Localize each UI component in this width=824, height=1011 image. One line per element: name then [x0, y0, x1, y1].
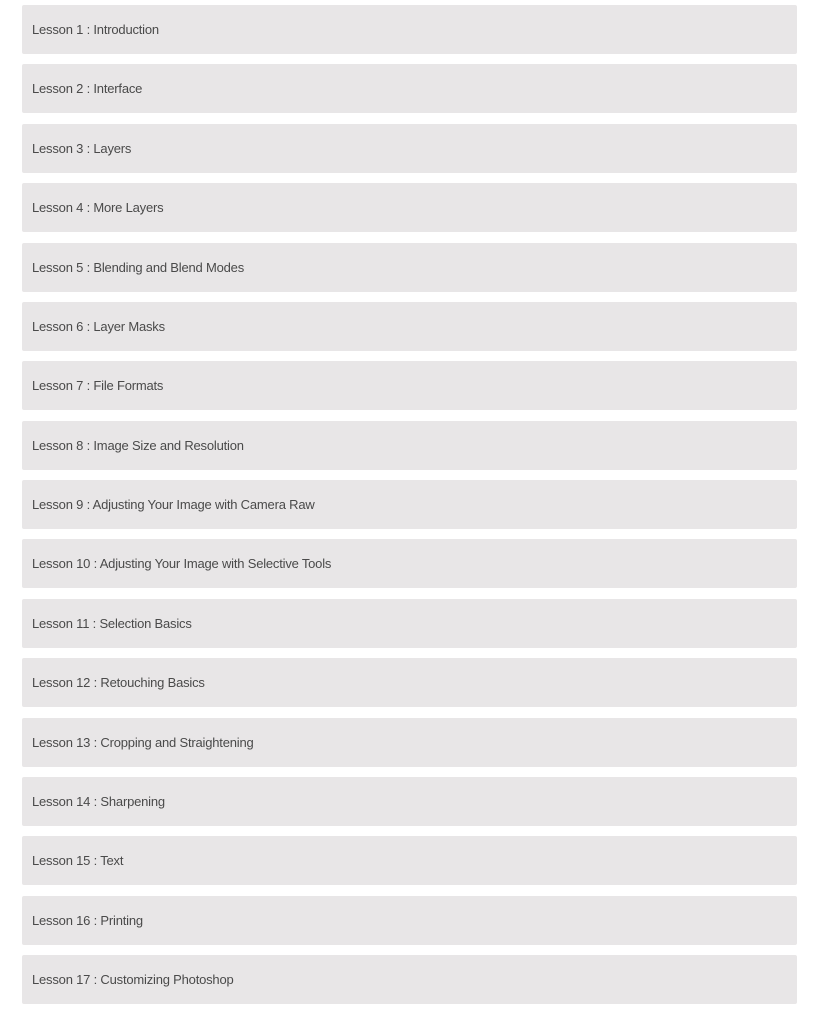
lesson-item-17[interactable]	[22, 955, 797, 1004]
lesson-item-3[interactable]	[22, 124, 797, 173]
lesson-label: Lesson 10 : Adjusting Your Image with Selective Tools	[32, 556, 332, 571]
lesson-label: Lesson 17 : Customizing Photoshop	[32, 972, 234, 987]
lesson-item-2[interactable]	[22, 64, 797, 113]
lesson-item-12[interactable]	[22, 658, 797, 707]
lesson-item-11[interactable]	[22, 599, 797, 648]
lesson-label: Lesson 15 : Text	[32, 853, 124, 868]
lesson-item-9[interactable]	[22, 480, 797, 529]
lesson-item-4[interactable]	[22, 183, 797, 232]
lesson-item-10[interactable]	[22, 539, 797, 588]
lesson-label: Lesson 11 : Selection Basics	[32, 616, 192, 631]
lesson-label: Lesson 12 : Retouching Basics	[32, 675, 205, 690]
lesson-label: Lesson 4 : More Layers	[32, 200, 164, 215]
lesson-label: Lesson 14 : Sharpening	[32, 794, 165, 809]
lesson-label: Lesson 5 : Blending and Blend Modes	[32, 260, 244, 275]
lesson-item-14[interactable]	[22, 777, 797, 826]
lesson-label: Lesson 3 : Layers	[32, 141, 132, 156]
lesson-item-6[interactable]	[22, 302, 797, 351]
lesson-label: Lesson 1 : Introduction	[32, 22, 159, 37]
lesson-item-8[interactable]	[22, 421, 797, 470]
lesson-label: Lesson 9 : Adjusting Your Image with Camera Raw	[32, 497, 315, 512]
lesson-item-7[interactable]	[22, 361, 797, 410]
lesson-item-16[interactable]	[22, 896, 797, 945]
lesson-label: Lesson 7 : File Formats	[32, 378, 164, 393]
lesson-label: Lesson 6 : Layer Masks	[32, 319, 165, 334]
lesson-item-15[interactable]	[22, 836, 797, 885]
lesson-label: Lesson 8 : Image Size and Resolution	[32, 438, 244, 453]
lesson-item-13[interactable]	[22, 718, 797, 767]
lesson-label: Lesson 13 : Cropping and Straightening	[32, 735, 254, 750]
lesson-item-5[interactable]	[22, 243, 797, 292]
lesson-label: Lesson 16 : Printing	[32, 913, 143, 928]
lesson-item-1[interactable]	[22, 5, 797, 54]
lesson-label: Lesson 2 : Interface	[32, 81, 143, 96]
